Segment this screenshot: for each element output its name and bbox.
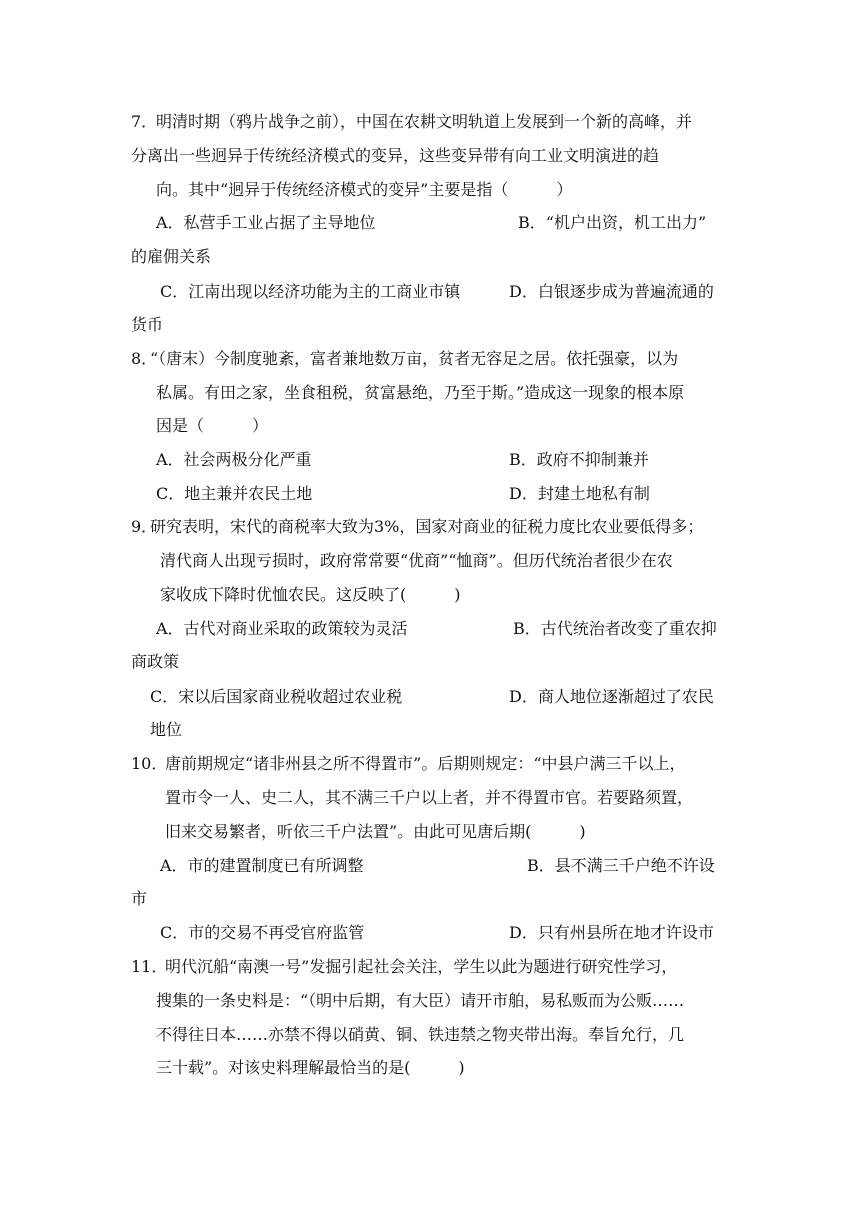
question-9-option-b-continued: 商政策 [131,652,180,671]
question-8-number: 8． [131,349,158,368]
question-8-line-1: “（唐末）今制度驰紊，富者兼地数万亩，贫者无容足之居。依托强豪，以为 [150,349,679,368]
question-10-line-1: 唐前期规定“诸非州县之所不得置市”。后期则规定：“中县户满三千以上， [165,754,686,773]
question-11-line-2: 搜集的一条史料是：“（明中后期，有大臣）请开市舶，易私贩而为公贩…… [156,991,685,1010]
question-9-option-c[interactable]: C．宋以后国家商业税收超过农业税 [150,687,403,706]
question-7-option-a[interactable]: A．私营手工业占据了主导地位 [156,213,376,232]
question-11-line-1: 明代沉船“南澳一号”发掘引起社会关注，学生以此为题进行研究性学习， [165,957,678,976]
question-10-option-a[interactable]: A．市的建置制度已有所调整 [160,856,364,875]
question-9-option-a[interactable]: A．古代对商业采取的政策较为灵活 [156,619,408,638]
question-7-option-b[interactable]: B．“机户出资，机工出力” [518,213,707,232]
question-10-option-c[interactable]: C．市的交易不再受官府监管 [160,923,365,942]
question-10-line-2: 置市令一人、史二人，其不满三千户以上者，并不得置市官。若要路须置， [165,788,694,807]
question-7-option-d-continued: 货币 [131,315,164,334]
question-7-line-3: 向。其中“迥异于传统经济模式的变异”主要是指（ ） [156,180,573,199]
question-10-option-d[interactable]: D．只有州县所在地才许设市 [509,923,714,942]
question-8-option-b[interactable]: B．政府不抑制兼并 [509,450,649,469]
question-8-option-c[interactable]: C．地主兼并农民土地 [156,484,313,503]
question-10-option-b-continued: 市 [131,889,148,908]
question-9-number: 9． [131,517,158,536]
question-9-option-d[interactable]: D．商人地位逐渐超过了农民 [509,687,714,706]
question-11-line-3: 不得往日本……亦禁不得以硝黄、铜、铁违禁之物夹带出海。奉旨允行，几 [156,1025,685,1044]
question-10-option-b[interactable]: B．县不满三千户绝不许设 [527,856,715,875]
question-9-line-2: 清代商人出现亏损时，政府常常要“优商”“恤商”。但历代统治者很少在农 [160,551,673,570]
question-9-line-3: 家收成下降时优恤农民。这反映了( ) [160,585,461,604]
question-7-line-2: 分离出一些迥异于传统经济模式的变异，这些变异带有向工业文明演进的趋 [131,146,660,165]
question-8-option-a[interactable]: A．社会两极分化严重 [156,450,312,469]
question-7-option-b-continued: 的雇佣关系 [131,247,212,266]
question-7-line-1: 明清时期（鸦片战争之前），中国在农耕文明轨道上发展到一个新的高峰，并 [156,112,693,131]
question-8-option-d[interactable]: D．封建土地私有制 [509,484,650,503]
question-10-number: 10． [131,754,168,773]
question-11-line-4: 三十载”。对该史料理解最恰当的是( ) [156,1058,465,1077]
question-11-number: 11． [131,957,168,976]
question-10-line-3: 旧来交易繁者，听依三千户法置”。由此可见唐后期( ) [165,822,586,841]
question-9-line-1: 研究表明，宋代的商税率大致为3%，国家对商业的征税力度比农业要低得多； [150,517,704,536]
question-9-option-d-continued: 地位 [150,720,183,739]
question-8-line-3: 因是（ ） [156,416,269,435]
question-7-number: 7． [131,112,158,131]
question-7-option-c[interactable]: C．江南出现以经济功能为主的工商业市镇 [160,282,461,301]
question-9-option-b[interactable]: B．古代统治者改变了重农抑 [513,619,717,638]
question-7-option-d[interactable]: D．白银逐步成为普遍流通的 [509,282,714,301]
question-8-line-2: 私属。有田之家，坐食租税，贫富悬绝，乃至于斯。”造成这一现象的根本原 [156,383,685,402]
